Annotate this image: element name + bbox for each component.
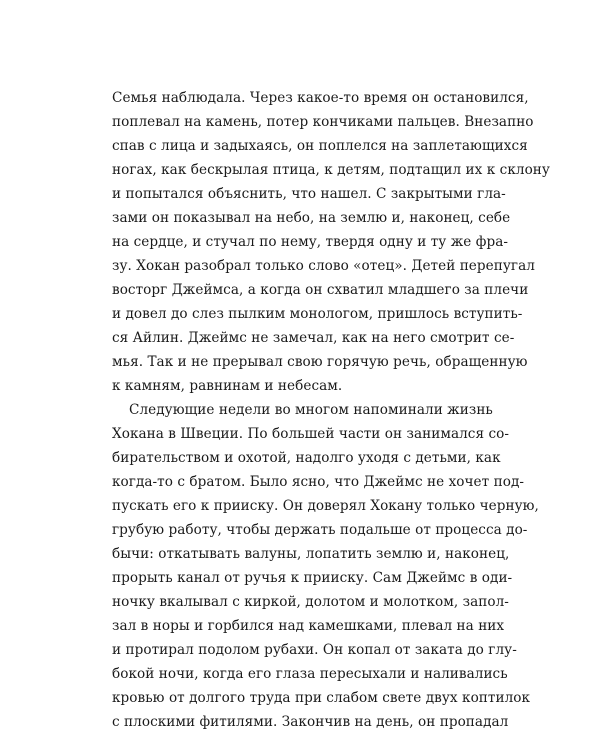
text-line: поплевал на камень, потер кончиками пальцев. Внезапно bbox=[112, 114, 534, 130]
text-line: и протирал подолом рубахи. Он копал от заката до глу- bbox=[112, 642, 517, 658]
text-line: и довел до слез пылким монологом, пришлось вступить- bbox=[112, 306, 523, 322]
text-line: грубую работу, чтобы держать подальше от процесса до- bbox=[112, 522, 528, 538]
text-line: мья. Так и не прерывал свою горячую речь, обращенную bbox=[112, 354, 528, 370]
text-line: зу. Хокан разобрал только слово «отец». Детей перепугал bbox=[112, 258, 535, 274]
text-line: ся Айлин. Джеймс не замечал, как на него смотрит се- bbox=[112, 330, 515, 346]
text-line: ночку вкалывал с киркой, долотом и молотком, запол- bbox=[112, 594, 509, 610]
text-line: бычи: откатывать валуны, лопатить землю и, наконец, bbox=[112, 546, 510, 562]
text-line: восторг Джеймса, а когда он схватил младшего за плечи bbox=[112, 282, 529, 298]
text-line: прорыть канал от ручья к прииску. Сам Джеймс в оди- bbox=[112, 570, 513, 586]
text-line: с плоскими фитилями. Закончив на день, он пропадал bbox=[112, 714, 509, 730]
text-line: Семья наблюдала. Через какое-то время он остановился, bbox=[112, 90, 529, 106]
text-line: кровью от долгого труда при слабом свете двух коптилок bbox=[112, 690, 531, 706]
text-line: зами он показывал на небо, на землю и, наконец, себе bbox=[112, 210, 511, 226]
text-line: спав с лица и задыхаясь, он поплелся на заплетающихся bbox=[112, 138, 528, 154]
text-line: ногах, как бескрылая птица, к детям, подтащил их к склону bbox=[112, 162, 550, 178]
text-line: Хокана в Швеции. По большей части он занимался со- bbox=[112, 426, 509, 442]
text-line: когда-то с братом. Было ясно, что Джеймс не хочет под- bbox=[112, 474, 525, 490]
text-line: и попытался объяснить, что нашел. С закрытыми гла- bbox=[112, 186, 506, 202]
text-line: зал в норы и горбился над камешками, плевал на них bbox=[112, 618, 505, 634]
text-line: пускать его к прииску. Он доверял Хокану только черную, bbox=[112, 498, 539, 514]
text-line: бокой ночи, когда его глаза пересыхали и наливались bbox=[112, 666, 508, 682]
text-line: бирательством и охотой, надолго уходя с детьми, как bbox=[112, 450, 501, 466]
text-line: к камням, равнинам и небесам. bbox=[112, 378, 343, 394]
text-line: на сердце, и стучал по нему, твердя одну и ту же фра- bbox=[112, 234, 508, 250]
text-line: Следующие недели во многом напоминали жизнь bbox=[129, 402, 493, 418]
